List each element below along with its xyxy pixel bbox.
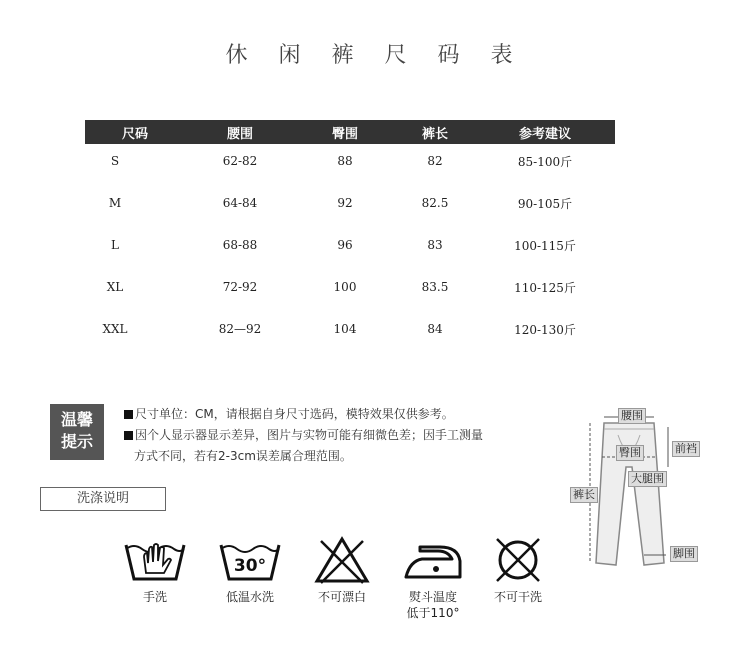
no-tumble-dry-icon — [485, 535, 551, 585]
cell-suggestion: 120-130斤 — [514, 322, 576, 337]
care-item-hand-wash — [110, 535, 200, 605]
bullet-square-icon — [124, 410, 133, 419]
cell-suggestion: 90-105斤 — [517, 196, 573, 211]
diagram-label-thigh: 大腿围 — [628, 471, 667, 487]
cell-waist: 62-82 — [222, 154, 258, 168]
care-label: 熨斗温度 — [408, 590, 457, 604]
care-label: 手洗 — [142, 590, 167, 604]
care-item-iron — [388, 535, 478, 621]
diagram-label-length: 裤长 — [570, 487, 598, 503]
cell-suggestion: 85-100斤 — [517, 154, 573, 169]
cell-size: XL — [106, 280, 124, 294]
cell-waist: 72-92 — [222, 280, 258, 294]
header-size: 尺码 — [121, 126, 148, 142]
care-item-no-dry-clean — [473, 535, 563, 605]
cell-length: 83 — [427, 238, 443, 252]
wash-30-icon — [217, 535, 283, 585]
cell-waist: 64-84 — [222, 196, 258, 210]
table-header — [85, 120, 615, 144]
tips-badge-line2: 提示 — [60, 432, 93, 451]
wash-temp-text: 30° — [233, 556, 267, 576]
care-label: 不可漂白 — [317, 590, 366, 604]
cell-hip: 100 — [333, 280, 357, 294]
tips-badge — [50, 404, 104, 460]
iron-icon — [400, 535, 466, 585]
care-label: 低温水洗 — [225, 590, 274, 604]
cell-length: 82 — [427, 154, 443, 168]
cell-length: 82.5 — [421, 196, 449, 210]
page-title: 休 闲 裤 尺 码 表 — [225, 43, 525, 68]
tip-line-3: 方式不同，若有2-3cm误差属合理范围。 — [134, 449, 352, 463]
care-label-2: 低于110° — [406, 606, 460, 620]
hand-wash-icon — [122, 535, 188, 585]
cell-hip: 92 — [337, 196, 353, 210]
table-row — [85, 182, 615, 224]
tips-badge-line1: 温馨 — [60, 410, 93, 429]
care-label: 不可干洗 — [493, 590, 542, 604]
cell-size: M — [108, 196, 122, 210]
cell-size: S — [110, 154, 120, 168]
header-waist: 腰围 — [226, 126, 253, 142]
table-row — [85, 140, 615, 182]
cell-waist: 82—92 — [218, 322, 262, 336]
header-hip: 臀围 — [331, 126, 358, 142]
tips-text — [124, 404, 554, 467]
cell-length: 84 — [427, 322, 443, 336]
cell-size: XXL — [102, 322, 128, 336]
tip-line-1: 尺寸单位：CM，请根据自身尺寸选码，模特效果仅供参考。 — [124, 404, 554, 425]
header-suggestion: 参考建议 — [518, 126, 571, 142]
tip-line-2: 因个人显示器显示差异，图片与实物可能有细微色差；因手工测量 — [124, 425, 554, 446]
table-row — [85, 266, 615, 308]
cell-suggestion: 100-115斤 — [514, 238, 576, 253]
wash-instructions-title: 洗涤说明 — [40, 487, 166, 511]
care-item-no-bleach — [297, 535, 387, 605]
cell-hip: 96 — [337, 238, 353, 252]
cell-length: 83.5 — [421, 280, 449, 294]
cell-size: L — [111, 238, 119, 252]
cell-suggestion: 110-125斤 — [514, 280, 576, 295]
bullet-square-icon — [124, 431, 133, 440]
pants-measurement-diagram — [560, 405, 700, 575]
cell-hip: 104 — [333, 322, 357, 336]
table-row — [85, 308, 615, 350]
no-bleach-icon — [309, 535, 375, 585]
diagram-label-front-rise: 前裆 — [672, 441, 700, 457]
diagram-label-waist: 腰围 — [618, 408, 646, 424]
care-item-wash-30 — [205, 535, 295, 605]
diagram-label-hip: 臀围 — [616, 445, 644, 461]
cell-waist: 68-88 — [222, 238, 258, 252]
diagram-label-hem: 脚围 — [670, 546, 698, 562]
cell-hip: 88 — [337, 154, 353, 168]
header-length: 裤长 — [421, 126, 448, 142]
size-table — [85, 120, 615, 350]
table-row — [85, 224, 615, 266]
